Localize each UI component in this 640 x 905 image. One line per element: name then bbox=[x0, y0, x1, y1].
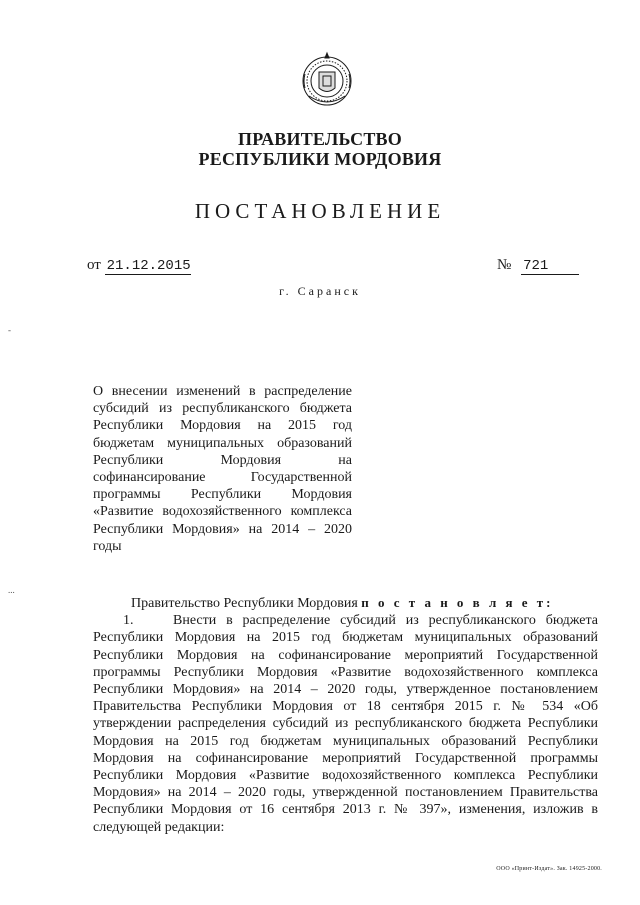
margin-mark: - bbox=[8, 325, 11, 335]
resolves-text: п о с т а н о в л я е т: bbox=[361, 595, 554, 610]
city-label: г. Саранск bbox=[279, 284, 361, 298]
document-body bbox=[93, 594, 598, 836]
number-field bbox=[497, 257, 579, 275]
organization-title-line1: ПРАВИТЕЛЬСТВО bbox=[238, 129, 402, 149]
printer-footer: ООО «Принт-Издат». Зак. 14925-2000. bbox=[496, 866, 602, 872]
date-prefix: от bbox=[87, 257, 101, 273]
date-field bbox=[87, 257, 191, 275]
subject-heading: О внесении изменений в распределение субсидий из республиканского бюджета Республики Мордовия на 2015 год бюджетам муниципальных образований Республики Мордовия на софинансирование Государственной программы Республики Мордовия «Развитие водохозяйственного комплекса Республики Мордовия» на 2014 – 2020 годы bbox=[93, 384, 352, 554]
intro-paragraph bbox=[93, 594, 598, 612]
item-1-paragraph bbox=[93, 612, 598, 836]
document-type-title: ПОСТАНОВЛЕНИЕ bbox=[194, 199, 446, 223]
item-number: 1. bbox=[123, 613, 134, 629]
item-text: Внести в распределение субсидий из республиканского бюджета Республики Мордовия на 2015 год бюджетам муниципальных образований Республики Мордовия на софинансирование мероприятий Государственной программы Республики Мордовия «Развитие водохозяйственного комплекса Республики Мордовия» на 2014 – 2020 годы, утвержденное постановлением Правительства Республики Мордовия от 18 сентября 2015 г. № 534 «Об утверждении распределения субсидий из республиканского бюджета Республики Мордовия на 2015 год бюджетам муниципальных образований Республики Мордовия на софинансирование мероприятий Государственной программы Республики Мордовия «Развитие водохозяйственного комплекса Республики Мордовия» на 2014 – 2020 годы, утвержденной постановлением Правительства Республики Мордовия от 16 сентября 2013 г. № 397», изменения, изложив в следующей редакции: bbox=[93, 613, 598, 835]
number-prefix: № bbox=[497, 257, 512, 273]
date-value: 21.12.2015 bbox=[106, 258, 191, 274]
margin-mark: ... bbox=[8, 585, 15, 595]
number-value: 721 bbox=[521, 258, 579, 275]
intro-text: Правительство Республики Мордовия bbox=[131, 596, 358, 611]
organization-title-line2: РЕСПУБЛИКИ МОРДОВИЯ bbox=[198, 149, 442, 169]
coat-of-arms-icon bbox=[299, 50, 355, 110]
